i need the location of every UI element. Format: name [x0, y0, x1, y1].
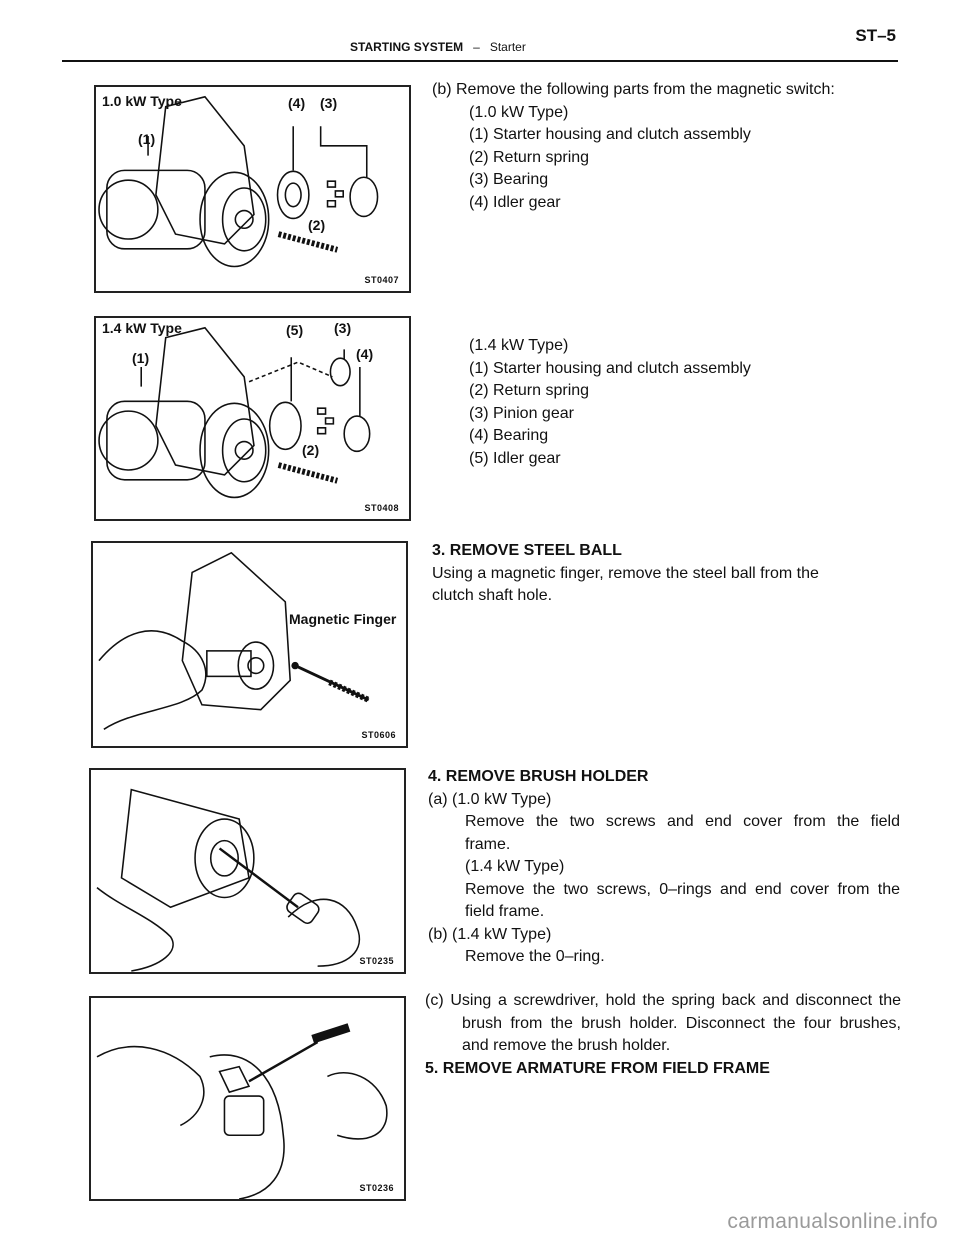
list-item: (1) Starter housing and clutch assembly [469, 126, 751, 143]
step-3-body-line-1: Using a magnetic finger, remove the steel ball from the [432, 564, 819, 582]
step-4-heading: 4. REMOVE BRUSH HOLDER [428, 768, 649, 785]
figure-3-code: ST0606 [361, 730, 396, 740]
figure-2-callout-2: (2) [302, 442, 320, 458]
list-item: (3) Bearing [469, 171, 549, 188]
header-section-title: STARTING SYSTEM [350, 40, 464, 54]
removal-list-1-4kw [432, 335, 912, 470]
removal-list-1-0kw [432, 79, 912, 214]
figure-1-callout-3: (3) [320, 95, 338, 111]
figure-2-callout-5: (5) [286, 322, 304, 338]
figure-2-4kw-exploded [94, 316, 411, 521]
figure-5-code: ST0236 [359, 1183, 394, 1193]
header-section [350, 40, 526, 54]
step-4a-label: (a) (1.0 kW Type) [428, 790, 552, 808]
step-5-heading: 5. REMOVE ARMATURE FROM FIELD FRAME [425, 1059, 770, 1077]
figure-2-type-label: 1.4 kW Type [102, 320, 182, 336]
step-4c-line-1: (c) Using a screwdriver, hold the spring back and disconnect the [425, 992, 901, 1009]
page-header [62, 24, 898, 62]
list-item: (1.0 kW Type) [469, 103, 569, 121]
step-4c-line-2: brush from the brush holder. Disconnect the four brushes, [462, 1014, 901, 1032]
step-4 [428, 766, 900, 969]
figure-1-callout-1: (1) [138, 131, 156, 147]
list-item: (1) Starter housing and clutch assembly [469, 359, 751, 377]
watermark: carmanualsonline.info [727, 1210, 938, 1233]
step-4b-text: Remove the 0–ring. [465, 948, 605, 965]
list-item: (5) Idler gear [469, 449, 561, 467]
figure-1-callout-4: (4) [288, 95, 306, 111]
step-3-heading: 3. REMOVE STEEL BALL [432, 542, 622, 559]
step-4a-text-line-2: frame. [465, 835, 511, 853]
figure-4-code: ST0235 [359, 956, 394, 966]
step-4c-and-5 [425, 990, 901, 1080]
figure-1-code: ST0407 [364, 275, 399, 285]
step-4a-sub-label: (1.4 kW Type) [465, 858, 565, 875]
list-item: (3) Pinion gear [469, 404, 574, 422]
figure-2-callout-4: (4) [356, 346, 374, 362]
step-4c-line-3: and remove the brush holder. [462, 1037, 671, 1054]
figure-5-drawing [91, 998, 404, 1199]
figure-2-code: ST0408 [364, 503, 399, 513]
figure-4-drawing [91, 770, 404, 972]
figure-1-0kw-exploded [94, 85, 411, 293]
list-item: (4) Bearing [469, 427, 549, 444]
step-4b-label: (b) (1.4 kW Type) [428, 925, 552, 943]
removal-intro: (b) Remove the following parts from the magnetic switch: [432, 81, 835, 98]
figure-1-callout-2: (2) [308, 217, 326, 233]
figure-4-end-cover [89, 768, 406, 974]
figure-2-callout-1: (1) [132, 350, 150, 366]
step-4a-sub-text-line-2: field frame. [465, 903, 545, 920]
step-4a-text-line-1: Remove the two screws and end cover from the field [465, 813, 900, 830]
figure-1-type-label: 1.0 kW Type [102, 93, 182, 109]
list-item: (1.4 kW Type) [469, 337, 569, 354]
header-separator: – [473, 40, 480, 54]
list-item: (2) Return spring [469, 382, 590, 399]
figure-3-tool-label: Magnetic Finger [289, 611, 397, 627]
list-item: (4) Idler gear [469, 193, 561, 211]
step-4a-sub-text [428, 879, 900, 924]
step-4a-sub-text-line-1: Remove the two screws, 0–rings and end cover from the [465, 880, 900, 898]
figure-3-magnetic-finger [91, 541, 408, 748]
header-subsection: Starter [489, 40, 526, 54]
step-4a-text [428, 811, 900, 856]
page-id: ST–5 [855, 26, 896, 45]
figure-2-callout-3: (3) [334, 320, 352, 336]
step-3-body-line-2: clutch shaft hole. [432, 587, 553, 604]
step-3 [432, 540, 902, 608]
figure-5-brush-holder [89, 996, 406, 1201]
figure-1-drawing [96, 87, 409, 291]
figure-3-drawing [93, 543, 406, 746]
list-item: (2) Return spring [469, 148, 590, 166]
